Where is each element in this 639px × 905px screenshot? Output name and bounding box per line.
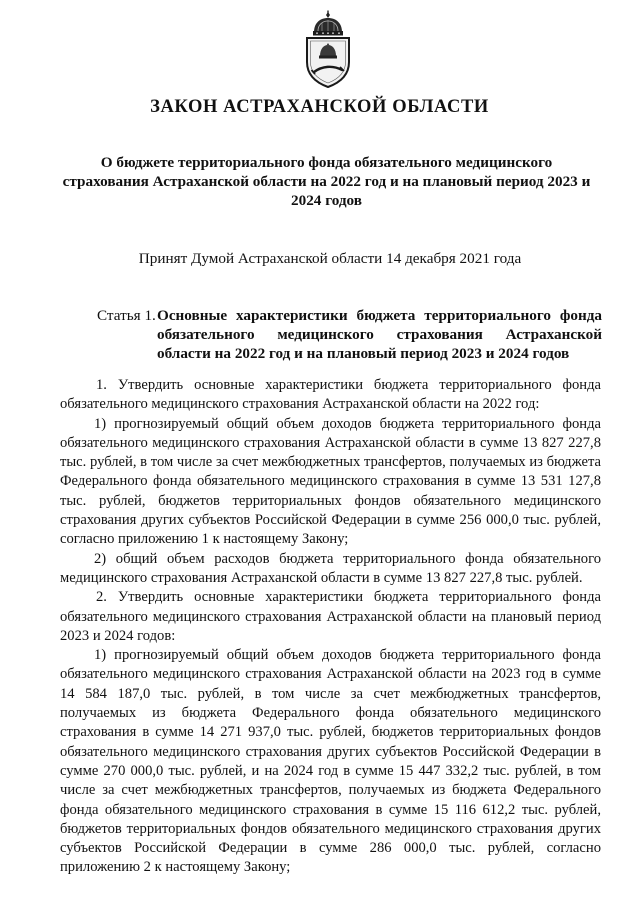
paragraph-1-2: 2) общий объем расходов бюджета территориального фонда обязательного медицинского страхования Астраханской области в сумме 13 827 227,8 тыс. рублей. <box>60 550 601 586</box>
paragraph-2: 2. Утвердить основные характеристики бюджета территориального фонда обязательного медицинского страхования Астраханской области на плановый период 2023 и 2024 годов: <box>60 589 601 644</box>
coat-of-arms-icon <box>303 10 353 88</box>
article-1-header <box>97 306 602 363</box>
article-label: Статья 1. <box>97 307 156 324</box>
article-body <box>60 376 601 878</box>
paragraph-1: 1. Утвердить основные характеристики бюджета территориального фонда обязательного медицинского страхования Астраханской области на 2022 год: <box>60 377 601 413</box>
law-title: ЗАКОН АСТРАХАНСКОЙ ОБЛАСТИ <box>150 97 489 117</box>
paragraph-1-1: 1) прогнозируемый общий объем доходов бюджета территориального фонда обязательного медицинского страхования Астраханской области в сумме 13 827 227,8 тыс. рублей, в том числе за счет межбюджетных трансфертов, получаемых из бюджета Федерального фонда обязательного медицинского страхования в сумме 13 531 127,8 тыс. рублей, бюджетов территориальных фондов обязательного медицинского страхования других субъектов Российской Федерации в сумме 256 000,0 тыс. рублей, согласно приложению 1 к настоящему Закону; <box>60 415 601 548</box>
paragraph-2-1: 1) прогнозируемый общий объем доходов бюджета территориального фонда обязательного медицинского страхования Астраханской области на 2023 год в сумме 14 584 187,0 тыс. рублей, в том числе за счет межбюджетных трансфертов, получаемых из бюджета Федерального фонда обязательного медицинского страхования в сумме 14 271 937,0 тыс. рублей, бюджетов территориальных фондов обязательного медицинского страхования других субъектов Российской Федерации в сумме 270 000,0 тыс. рублей, и на 2024 год в сумме 15 447 332,2 тыс. рублей, в том числе за счет межбюджетных трансфертов, получаемых из бюджета Федерального фонда обязательного медицинского страхования в сумме 15 116 612,2 тыс. рублей, бюджетов территориальных фондов обязательного медицинского страхования других субъектов Российской Федерации в сумме 286 000,0 тыс. рублей, согласно приложению 2 к настоящему Закону; <box>60 647 601 876</box>
adoption-date-line: Принят Думой Астраханской области 14 декабря 2021 года <box>138 250 522 267</box>
law-subtitle: О бюджете территориального фонда обязательного медицинского страхования Астраханской области на 2022 год и на плановый период 2023 и 2024 годов <box>62 154 591 209</box>
article-heading: Основные характеристики бюджета территориального фонда обязательного медицинского страхования Астраханской области на 2022 год и на плановый период 2023 и 2024 годов <box>157 307 602 362</box>
